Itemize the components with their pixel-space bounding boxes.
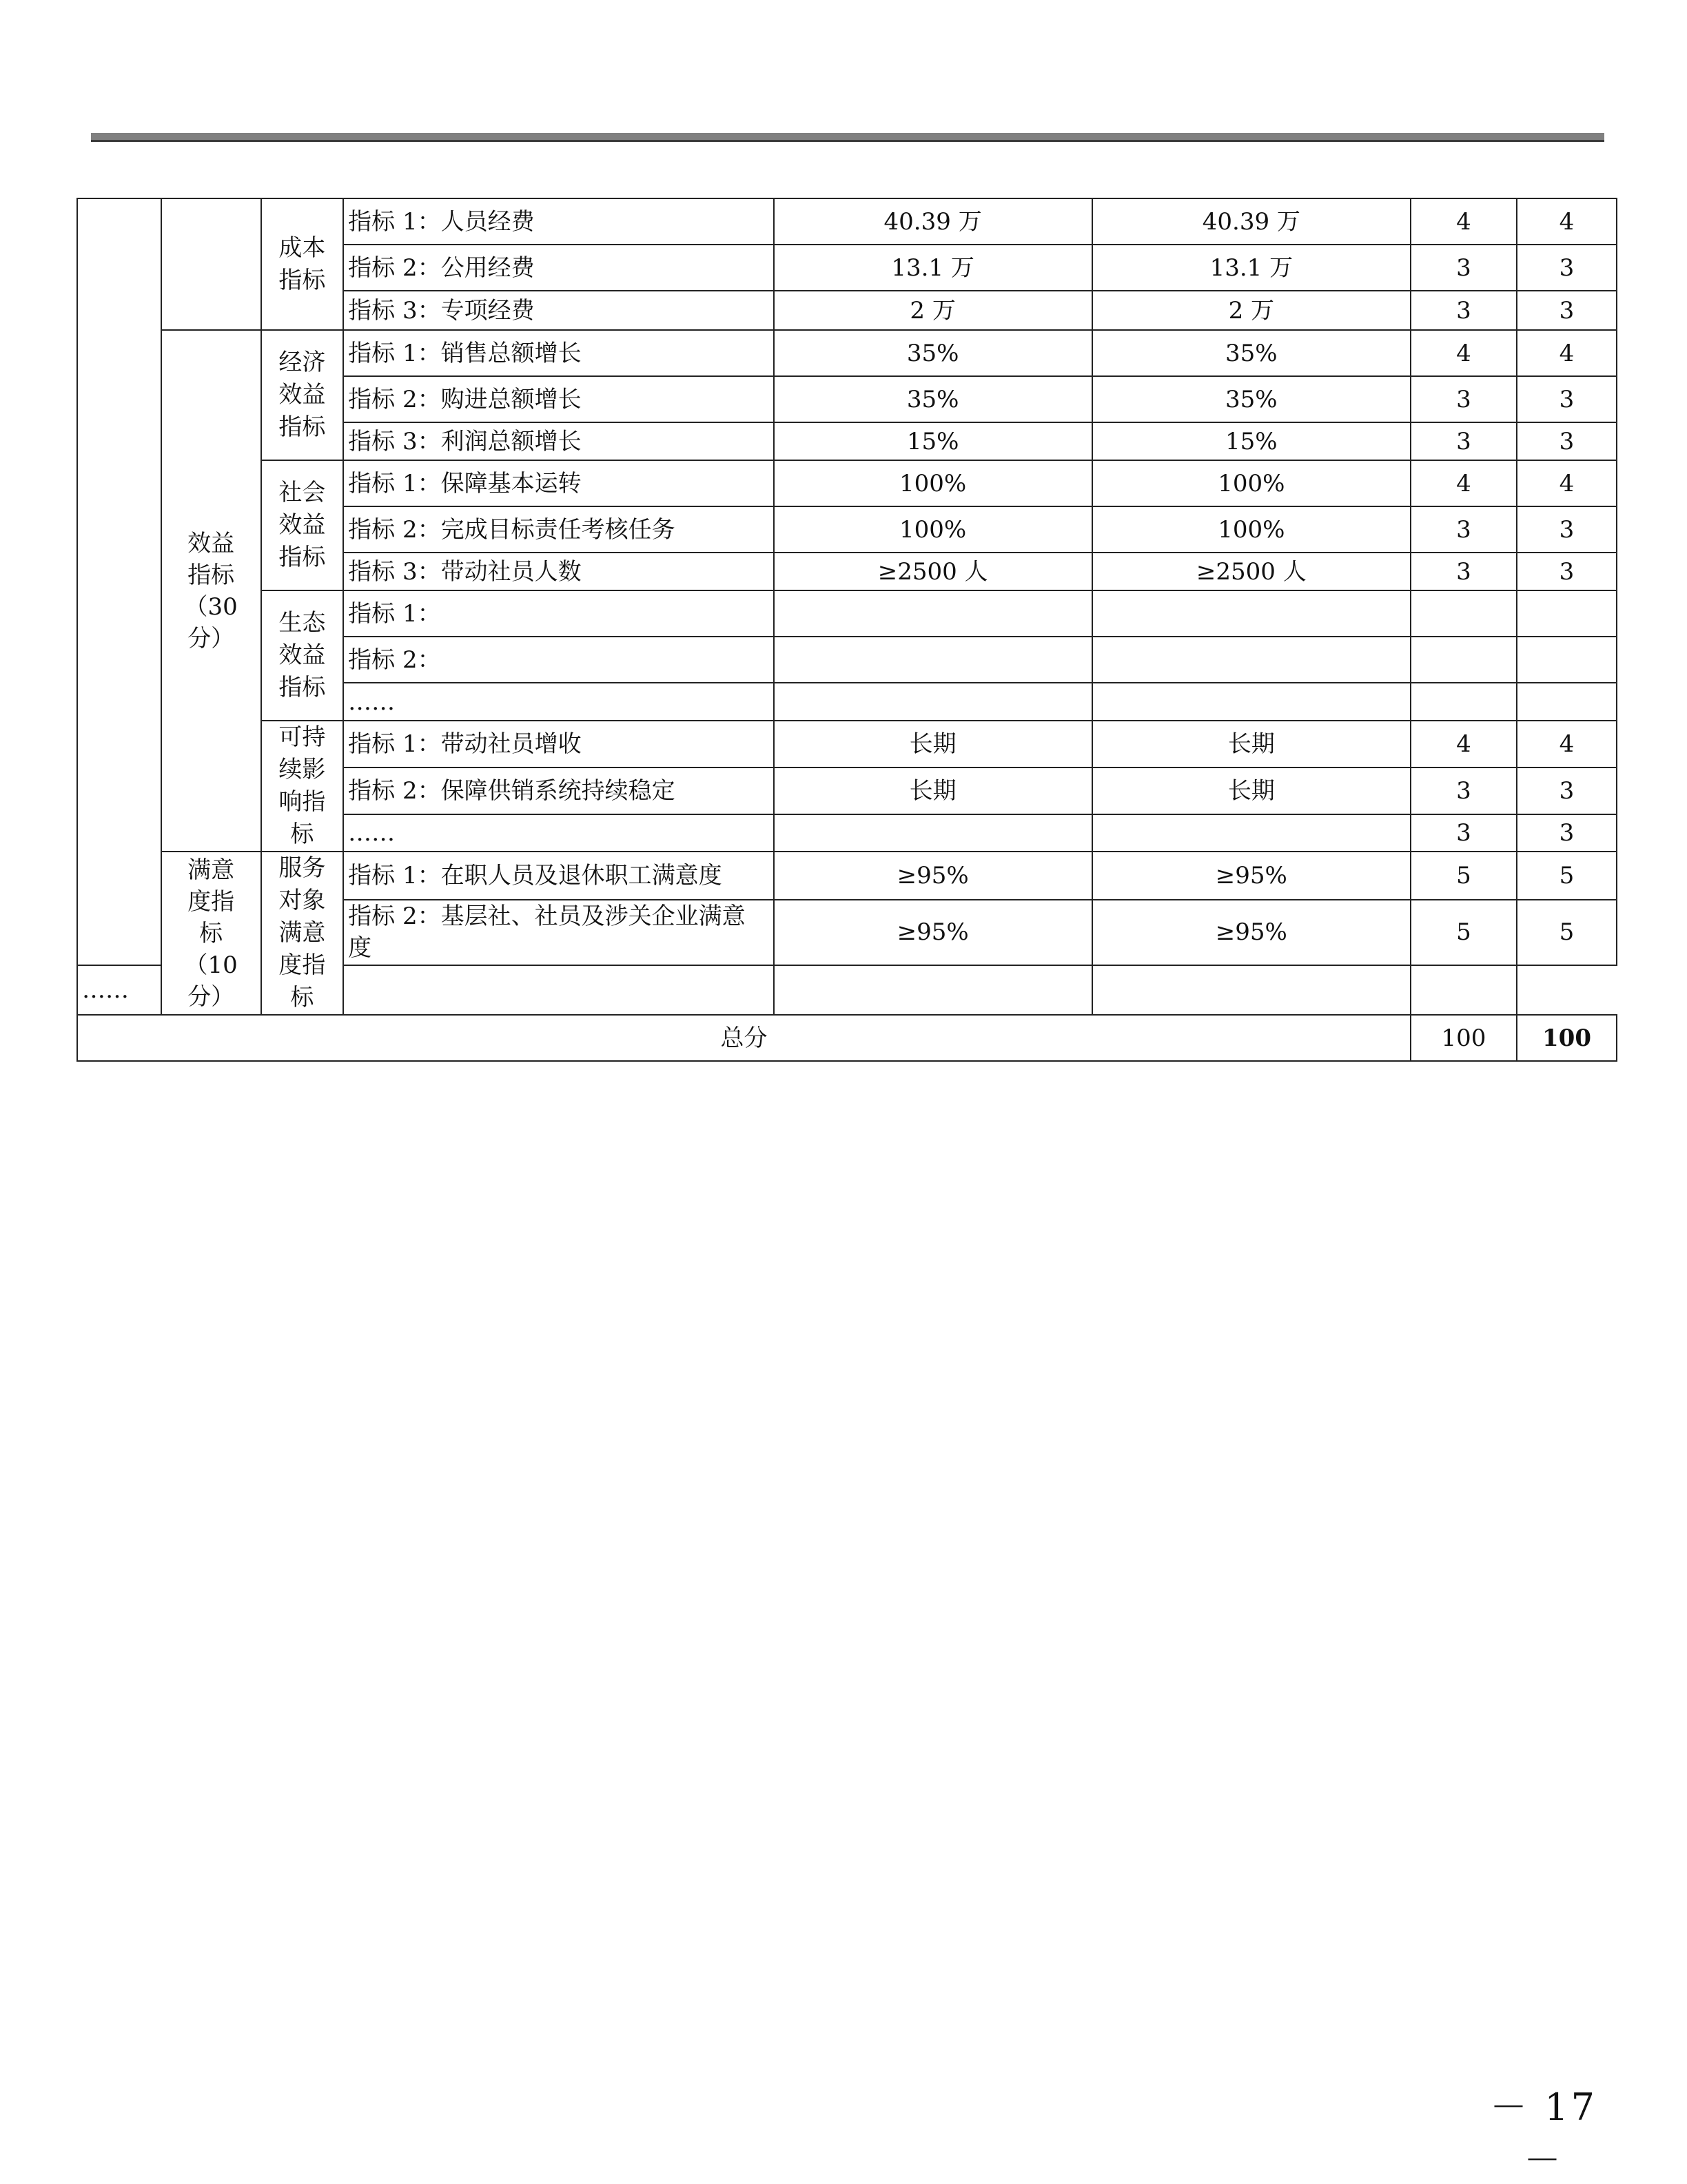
total-label: 总分: [77, 1015, 1411, 1061]
satisfaction-indicator-label: 满意度指标（10分）: [161, 852, 261, 1015]
total-row: [77, 1015, 1617, 1061]
indicator-name: 指标 3：带动社员人数: [343, 553, 773, 590]
indicator-weight: 3: [1411, 245, 1517, 291]
indicator-actual: 100%: [1092, 460, 1411, 506]
indicator-score: 3: [1517, 814, 1617, 852]
cost-indicator-label: 成本指标: [261, 198, 344, 330]
indicator-name: 指标 1：人员经费: [343, 198, 773, 245]
indicator-target: 100%: [774, 460, 1092, 506]
indicator-name: 指标 2：公用经费: [343, 245, 773, 291]
social-benefit-label: 社会效益指标: [261, 460, 344, 590]
indicator-actual: ≥95%: [1092, 852, 1411, 900]
indicator-name: 指标 2：完成目标责任考核任务: [343, 506, 773, 553]
indicator-target: 2 万: [774, 291, 1092, 330]
indicator-score: 3: [1517, 506, 1617, 553]
indicator-weight: 3: [1411, 291, 1517, 330]
indicator-actual: ≥95%: [1092, 900, 1411, 965]
economic-benefit-label: 经济效益指标: [261, 330, 344, 460]
indicator-name: 指标 1：带动社员增收: [343, 721, 773, 768]
indicator-weight: 3: [1411, 506, 1517, 553]
indicator-actual: 2 万: [1092, 291, 1411, 330]
indicator-actual: 35%: [1092, 330, 1411, 376]
indicator-weight: 4: [1411, 198, 1517, 245]
page-number: － 17 －: [1490, 2085, 1597, 2182]
indicator-score: 3: [1517, 553, 1617, 590]
indicator-weight: 4: [1411, 721, 1517, 768]
indicator-name: 指标 2：基层社、社员及涉关企业满意度: [343, 900, 773, 965]
indicator-weight: 3: [1411, 768, 1517, 814]
indicator-target: 长期: [774, 721, 1092, 768]
sustainable-impact-label: 可持续影响指标: [261, 721, 344, 852]
indicator-name: 指标 1：销售总额增长: [343, 330, 773, 376]
indicator-name: 指标 3：专项经费: [343, 291, 773, 330]
indicator-weight: 4: [1411, 330, 1517, 376]
indicator-weight: 5: [1411, 852, 1517, 900]
indicator-name: ……: [343, 683, 773, 721]
indicator-weight: 3: [1411, 376, 1517, 422]
service-satisfaction-label: 服务对象满意度指标: [261, 852, 344, 1015]
indicator-weight: 3: [1411, 814, 1517, 852]
indicator-target: 15%: [774, 422, 1092, 460]
indicator-actual: 13.1 万: [1092, 245, 1411, 291]
indicator-weight: 3: [1411, 553, 1517, 590]
benefit-indicator-label: 效益指标（30分）: [161, 330, 261, 852]
table-row: [77, 852, 1617, 900]
indicator-name: 指标 3：利润总额增长: [343, 422, 773, 460]
indicator-score: 4: [1517, 330, 1617, 376]
indicator-name: 指标 1：在职人员及退休职工满意度: [343, 852, 773, 900]
indicator-score: 3: [1517, 376, 1617, 422]
table-row: [77, 460, 1617, 506]
table-row: [77, 590, 1617, 637]
indicator-target: ≥95%: [774, 852, 1092, 900]
indicator-target: 100%: [774, 506, 1092, 553]
indicator-target: 40.39 万: [774, 198, 1092, 245]
level1-cell: [77, 198, 161, 965]
table-row: [77, 198, 1617, 245]
table-row: [77, 721, 1617, 768]
indicator-weight: 5: [1411, 900, 1517, 965]
indicator-name: ……: [343, 814, 773, 852]
indicator-weight: 4: [1411, 460, 1517, 506]
indicator-score: 3: [1517, 245, 1617, 291]
indicator-score: 4: [1517, 721, 1617, 768]
indicator-target: ≥95%: [774, 900, 1092, 965]
total-weight: 100: [1411, 1015, 1517, 1061]
indicator-target: 13.1 万: [774, 245, 1092, 291]
indicator-score: 3: [1517, 291, 1617, 330]
total-score: 100: [1517, 1015, 1617, 1061]
indicator-actual: 100%: [1092, 506, 1411, 553]
indicator-actual: 长期: [1092, 721, 1411, 768]
ecological-benefit-label: 生态效益指标: [261, 590, 344, 721]
indicator-name: ……: [77, 965, 161, 1015]
indicator-score: 4: [1517, 460, 1617, 506]
indicator-score: 5: [1517, 852, 1617, 900]
indicator-target: ≥2500 人: [774, 553, 1092, 590]
indicator-weight: 3: [1411, 422, 1517, 460]
indicator-name: 指标 1：: [343, 590, 773, 637]
indicator-actual: 35%: [1092, 376, 1411, 422]
indicator-name: 指标 2：: [343, 637, 773, 683]
header-rule: [91, 133, 1604, 142]
indicator-actual: 长期: [1092, 768, 1411, 814]
indicator-name: 指标 1：保障基本运转: [343, 460, 773, 506]
output-level2-cell: [161, 198, 261, 330]
indicator-score: 4: [1517, 198, 1617, 245]
indicator-target: 35%: [774, 376, 1092, 422]
indicator-score: 5: [1517, 900, 1617, 965]
indicator-actual: 40.39 万: [1092, 198, 1411, 245]
indicator-score: 3: [1517, 768, 1617, 814]
indicator-actual: ≥2500 人: [1092, 553, 1411, 590]
indicator-target: 35%: [774, 330, 1092, 376]
performance-indicator-table: [76, 198, 1617, 1062]
table-row: [77, 330, 1617, 376]
indicator-name: 指标 2：保障供销系统持续稳定: [343, 768, 773, 814]
indicator-name: 指标 2：购进总额增长: [343, 376, 773, 422]
indicator-score: 3: [1517, 422, 1617, 460]
indicator-actual: 15%: [1092, 422, 1411, 460]
indicator-target: 长期: [774, 768, 1092, 814]
